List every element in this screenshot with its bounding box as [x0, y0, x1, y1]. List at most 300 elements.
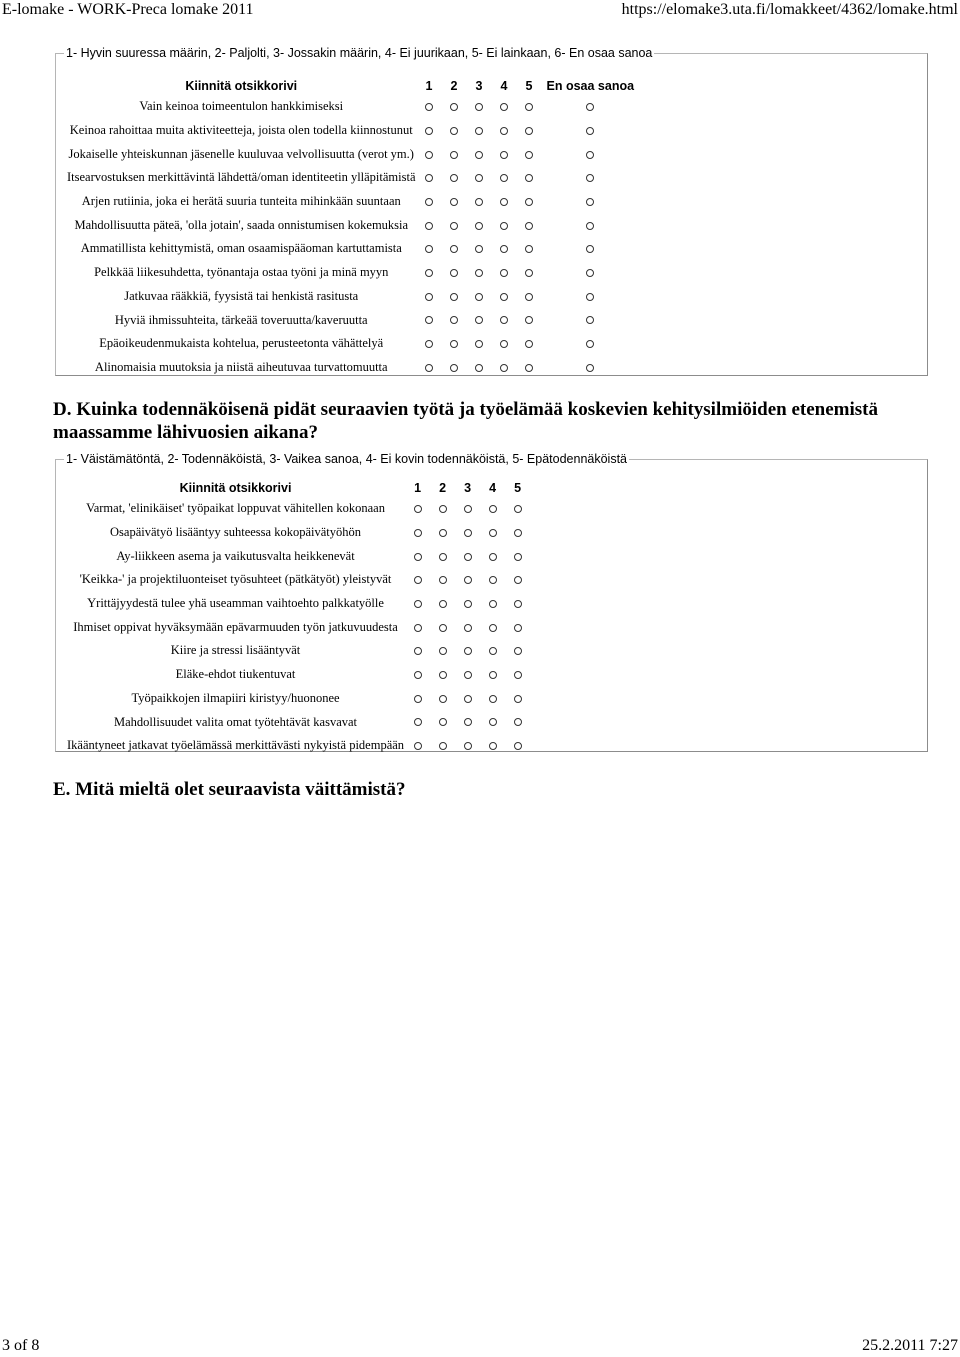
- column-header: 2: [450, 78, 458, 93]
- radio-option-1[interactable]: [425, 151, 433, 159]
- radio-option-4[interactable]: [489, 505, 497, 513]
- radio-cell: [492, 119, 517, 143]
- radio-cell: [417, 190, 442, 214]
- radio-option-4[interactable]: [500, 174, 508, 182]
- radio-option-5[interactable]: [525, 127, 533, 135]
- radio-cell: [480, 592, 505, 616]
- radio-option-1[interactable]: [425, 364, 433, 372]
- radio-option-6[interactable]: [586, 127, 594, 135]
- fix-header-row-toggle[interactable]: Kiinnitä otsikkorivi: [179, 480, 292, 495]
- radio-option-6[interactable]: [586, 198, 594, 206]
- radio-option-6[interactable]: [586, 293, 594, 301]
- question-label: Eläke-ehdot tiukentuvat: [175, 667, 296, 682]
- radio-cell: [442, 332, 467, 356]
- radio-cell: [455, 497, 480, 521]
- radio-option-3[interactable]: [475, 103, 483, 111]
- radio-option-5[interactable]: [514, 529, 522, 537]
- question-label: Ikääntyneet jatkavat työelämässä merkittävästi nykyistä pidempään: [67, 738, 405, 753]
- radio-cell: [517, 142, 542, 166]
- radio-cell: [455, 544, 480, 568]
- radio-option-2[interactable]: [450, 364, 458, 372]
- radio-cell: [542, 119, 640, 143]
- column-header: 3: [464, 480, 472, 495]
- question-label: Ihmiset oppivat hyväksymään epävarmuuden työn jatkuvuudesta: [73, 619, 398, 634]
- radio-option-6[interactable]: [586, 269, 594, 277]
- radio-option-5[interactable]: [525, 198, 533, 206]
- question-label: Kiire ja stressi lisääntyvät: [170, 643, 301, 658]
- radio-option-1[interactable]: [414, 529, 422, 537]
- radio-cell: [492, 308, 517, 332]
- radio-option-4[interactable]: [489, 624, 497, 632]
- radio-cell: [455, 615, 480, 639]
- radio-cell: [430, 734, 455, 758]
- radio-cell: [405, 687, 430, 711]
- radio-cell: [492, 166, 517, 190]
- radio-option-2[interactable]: [439, 647, 447, 655]
- radio-cell: [417, 308, 442, 332]
- fix-header-row-toggle[interactable]: Kiinnitä otsikkorivi: [185, 78, 298, 93]
- radio-cell: [542, 356, 640, 380]
- radio-cell: [417, 237, 442, 261]
- radio-cell: [467, 308, 492, 332]
- page-footer-timestamp: 25.2.2011 7:27: [862, 1337, 958, 1354]
- radio-cell: [505, 663, 530, 687]
- radio-option-3[interactable]: [464, 647, 472, 655]
- radio-option-1[interactable]: [414, 553, 422, 561]
- question-row: [66, 592, 530, 616]
- radio-option-5[interactable]: [525, 340, 533, 348]
- radio-option-1[interactable]: [425, 316, 433, 324]
- question-label: Osapäivätyö lisääntyy suhteessa kokopäivätyöhön: [110, 525, 362, 540]
- radio-cell: [542, 213, 640, 237]
- radio-option-2[interactable]: [439, 718, 447, 726]
- radio-option-2[interactable]: [439, 624, 447, 632]
- question-label: Arjen rutiinia, joka ei herätä suuria tunteita mihinkään suuntaan: [81, 194, 401, 209]
- radio-cell: [505, 544, 530, 568]
- radio-option-3[interactable]: [475, 293, 483, 301]
- radio-cell: [467, 190, 492, 214]
- radio-cell: [517, 190, 542, 214]
- radio-cell: [517, 308, 542, 332]
- radio-option-4[interactable]: [500, 245, 508, 253]
- question-label: Itsearvostuksen merkittävintä lähdettä/oman identiteetin ylläpitämistä: [67, 170, 416, 185]
- radio-option-4[interactable]: [489, 600, 497, 608]
- radio-cell: [517, 332, 542, 356]
- radio-cell: [467, 285, 492, 309]
- radio-option-3[interactable]: [475, 364, 483, 372]
- radio-option-3[interactable]: [475, 198, 483, 206]
- radio-option-1[interactable]: [414, 647, 422, 655]
- radio-cell: [505, 521, 530, 545]
- radio-option-2[interactable]: [450, 174, 458, 182]
- radio-option-4[interactable]: [500, 269, 508, 277]
- radio-option-4[interactable]: [489, 553, 497, 561]
- radio-cell: [467, 213, 492, 237]
- radio-option-2[interactable]: [439, 600, 447, 608]
- radio-option-2[interactable]: [439, 742, 447, 750]
- page-footer-pagination: 3 of 8: [2, 1337, 40, 1354]
- radio-cell: [480, 663, 505, 687]
- radio-option-1[interactable]: [425, 198, 433, 206]
- radio-option-2[interactable]: [439, 576, 447, 584]
- section-d-title: D. Kuinka todennäköisenä pidät seuraavien työtä ja työelämää koskevien kehitysilmiöiden etenemistä maassamme lähivuosien aikana?: [53, 399, 878, 443]
- radio-option-3[interactable]: [475, 151, 483, 159]
- radio-option-2[interactable]: [439, 553, 447, 561]
- radio-cell: [405, 568, 430, 592]
- radio-cell: [542, 332, 640, 356]
- question-row: [66, 190, 639, 214]
- radio-option-2[interactable]: [439, 671, 447, 679]
- radio-cell: [430, 592, 455, 616]
- radio-cell: [480, 568, 505, 592]
- radio-option-4[interactable]: [500, 316, 508, 324]
- radio-cell: [430, 663, 455, 687]
- radio-option-5[interactable]: [514, 553, 522, 561]
- radio-option-4[interactable]: [489, 718, 497, 726]
- question-label: Pelkkää liikesuhdetta, työnantaja ostaa työni ja minä myyn: [94, 265, 389, 280]
- radio-cell: [542, 142, 640, 166]
- radio-cell: [405, 663, 430, 687]
- radio-option-3[interactable]: [464, 718, 472, 726]
- radio-option-3[interactable]: [464, 600, 472, 608]
- radio-cell: [417, 95, 442, 119]
- radio-option-3[interactable]: [464, 553, 472, 561]
- radio-option-3[interactable]: [475, 222, 483, 230]
- radio-cell: [405, 521, 430, 545]
- column-header: En osaa sanoa: [546, 78, 635, 93]
- radio-option-2[interactable]: [450, 316, 458, 324]
- radio-cell: [455, 592, 480, 616]
- radio-cell: [417, 166, 442, 190]
- radio-cell: [505, 615, 530, 639]
- radio-cell: [467, 119, 492, 143]
- radio-cell: [417, 261, 442, 285]
- radio-cell: [467, 166, 492, 190]
- question-row: [66, 166, 639, 190]
- radio-cell: [455, 568, 480, 592]
- radio-option-3[interactable]: [464, 529, 472, 537]
- radio-option-6[interactable]: [586, 316, 594, 324]
- radio-cell: [455, 734, 480, 758]
- radio-cell: [492, 285, 517, 309]
- radio-cell: [442, 356, 467, 380]
- radio-option-1[interactable]: [414, 600, 422, 608]
- radio-option-4[interactable]: [489, 695, 497, 703]
- radio-option-5[interactable]: [514, 742, 522, 750]
- radio-option-4[interactable]: [500, 340, 508, 348]
- radio-cell: [405, 710, 430, 734]
- question-row: [66, 615, 530, 639]
- radio-cell: [517, 356, 542, 380]
- radio-option-1[interactable]: [425, 222, 433, 230]
- question-row: [66, 285, 639, 309]
- column-header: 4: [500, 78, 508, 93]
- radio-cell: [467, 142, 492, 166]
- column-header: 2: [439, 480, 447, 495]
- radio-cell: [442, 237, 467, 261]
- radio-cell: [442, 190, 467, 214]
- radio-option-4[interactable]: [489, 576, 497, 584]
- question-row: [66, 687, 530, 711]
- radio-option-1[interactable]: [425, 269, 433, 277]
- radio-cell: [442, 95, 467, 119]
- radio-cell: [417, 119, 442, 143]
- question-label: Epäoikeudenmukaista kohtelua, perusteetonta vähättelyä: [99, 336, 384, 351]
- radio-cell: [517, 213, 542, 237]
- question-label: Jatkuvaa rääkkiä, fyysistä tai henkistä rasitusta: [124, 288, 359, 303]
- radio-option-2[interactable]: [450, 127, 458, 135]
- section-d-grid: [66, 478, 530, 758]
- section-c-header-row: [66, 76, 639, 95]
- radio-cell: [405, 639, 430, 663]
- radio-option-1[interactable]: [414, 718, 422, 726]
- question-row: [66, 332, 639, 356]
- radio-option-5[interactable]: [525, 103, 533, 111]
- radio-option-1[interactable]: [425, 174, 433, 182]
- radio-option-5[interactable]: [514, 671, 522, 679]
- radio-option-1[interactable]: [414, 576, 422, 584]
- radio-cell: [430, 615, 455, 639]
- radio-cell: [480, 639, 505, 663]
- radio-cell: [517, 119, 542, 143]
- radio-cell: [430, 568, 455, 592]
- radio-option-2[interactable]: [450, 340, 458, 348]
- radio-cell: [467, 261, 492, 285]
- radio-cell: [467, 237, 492, 261]
- radio-option-5[interactable]: [514, 505, 522, 513]
- radio-option-4[interactable]: [500, 198, 508, 206]
- question-row: [66, 663, 530, 687]
- radio-cell: [492, 237, 517, 261]
- radio-cell: [480, 521, 505, 545]
- radio-cell: [542, 285, 640, 309]
- column-header: 5: [525, 78, 533, 93]
- radio-option-5[interactable]: [525, 222, 533, 230]
- radio-option-4[interactable]: [500, 103, 508, 111]
- radio-cell: [430, 710, 455, 734]
- radio-option-2[interactable]: [450, 245, 458, 253]
- section-c-grid: [66, 76, 639, 379]
- radio-cell: [542, 190, 640, 214]
- radio-option-2[interactable]: [439, 505, 447, 513]
- radio-option-1[interactable]: [425, 293, 433, 301]
- radio-option-4[interactable]: [500, 222, 508, 230]
- radio-cell: [405, 544, 430, 568]
- radio-option-1[interactable]: [414, 695, 422, 703]
- radio-cell: [442, 261, 467, 285]
- section-c-legend: 1- Hyvin suuressa määrin, 2- Paljolti, 3- Jossakin määrin, 4- Ei juurikaan, 5- Ei lainkaan, 6- En osaa sanoa: [66, 46, 653, 60]
- radio-cell: [442, 119, 467, 143]
- question-row: [66, 544, 530, 568]
- radio-option-6[interactable]: [586, 340, 594, 348]
- radio-option-5[interactable]: [514, 600, 522, 608]
- radio-cell: [442, 285, 467, 309]
- radio-option-5[interactable]: [514, 576, 522, 584]
- radio-cell: [467, 95, 492, 119]
- radio-option-4[interactable]: [489, 742, 497, 750]
- radio-cell: [442, 166, 467, 190]
- question-row: [66, 639, 530, 663]
- radio-option-3[interactable]: [475, 340, 483, 348]
- radio-option-3[interactable]: [475, 316, 483, 324]
- radio-option-6[interactable]: [586, 222, 594, 230]
- question-row: [66, 521, 530, 545]
- section-e-title: E. Mitä mieltä olet seuraavista väittämistä?: [53, 779, 406, 800]
- radio-cell: [542, 166, 640, 190]
- question-row: [66, 497, 530, 521]
- radio-cell: [480, 544, 505, 568]
- radio-option-3[interactable]: [475, 269, 483, 277]
- radio-option-2[interactable]: [450, 151, 458, 159]
- question-label: Jokaiselle yhteiskunnan jäsenelle kuuluvaa velvollisuutta (verot ym.): [68, 146, 414, 161]
- radio-cell: [430, 687, 455, 711]
- radio-cell: [430, 521, 455, 545]
- question-row: [66, 734, 530, 758]
- page-header-title: E-lomake - WORK-Preca lomake 2011: [2, 1, 254, 18]
- radio-option-3[interactable]: [464, 671, 472, 679]
- radio-option-1[interactable]: [414, 671, 422, 679]
- radio-cell: [492, 356, 517, 380]
- question-row: [66, 356, 639, 380]
- radio-cell: [505, 497, 530, 521]
- radio-cell: [480, 687, 505, 711]
- radio-option-4[interactable]: [489, 529, 497, 537]
- question-label: Vain keinoa toimeentulon hankkimiseksi: [139, 99, 344, 114]
- radio-option-5[interactable]: [525, 364, 533, 372]
- radio-option-6[interactable]: [586, 103, 594, 111]
- question-label: Ammatillista kehittymistä, oman osaamispääoman kartuttamista: [80, 241, 402, 256]
- question-label: Hyviä ihmissuhteita, tärkeää toveruutta/kaveruutta: [114, 312, 368, 327]
- radio-cell: [542, 308, 640, 332]
- question-label: Varmat, 'elinikäiset' työpaikat loppuvat vähitellen kokonaan: [86, 501, 385, 516]
- radio-cell: [442, 213, 467, 237]
- radio-option-3[interactable]: [475, 174, 483, 182]
- radio-cell: [417, 356, 442, 380]
- radio-cell: [430, 639, 455, 663]
- radio-option-2[interactable]: [450, 103, 458, 111]
- radio-option-2[interactable]: [450, 198, 458, 206]
- radio-option-3[interactable]: [475, 245, 483, 253]
- radio-option-5[interactable]: [525, 269, 533, 277]
- radio-option-4[interactable]: [500, 127, 508, 135]
- radio-option-4[interactable]: [489, 671, 497, 679]
- radio-option-3[interactable]: [464, 624, 472, 632]
- radio-option-6[interactable]: [586, 364, 594, 372]
- question-row: [66, 710, 530, 734]
- radio-option-4[interactable]: [500, 293, 508, 301]
- radio-option-2[interactable]: [450, 269, 458, 277]
- question-label: Yrittäjyydestä tulee yhä useamman vaihtoehto palkkatyölle: [87, 596, 384, 611]
- radio-cell: [480, 710, 505, 734]
- radio-option-1[interactable]: [425, 245, 433, 253]
- question-label: 'Keikka-' ja projektiluonteiset työsuhteet (pätkätyöt) yleistyvät: [79, 572, 392, 587]
- radio-cell: [455, 710, 480, 734]
- radio-cell: [417, 285, 442, 309]
- radio-cell: [542, 237, 640, 261]
- radio-cell: [517, 261, 542, 285]
- radio-cell: [492, 332, 517, 356]
- radio-cell: [505, 687, 530, 711]
- radio-cell: [517, 285, 542, 309]
- section-d-header-row: [66, 478, 530, 497]
- radio-option-5[interactable]: [514, 647, 522, 655]
- radio-option-4[interactable]: [489, 647, 497, 655]
- radio-cell: [455, 521, 480, 545]
- radio-cell: [517, 95, 542, 119]
- radio-cell: [405, 592, 430, 616]
- question-row: [66, 237, 639, 261]
- radio-option-3[interactable]: [475, 127, 483, 135]
- radio-cell: [467, 356, 492, 380]
- radio-cell: [492, 142, 517, 166]
- radio-option-3[interactable]: [464, 695, 472, 703]
- radio-cell: [517, 237, 542, 261]
- radio-option-5[interactable]: [525, 316, 533, 324]
- radio-cell: [430, 544, 455, 568]
- radio-option-1[interactable]: [414, 624, 422, 632]
- radio-cell: [455, 639, 480, 663]
- question-label: Työpaikkojen ilmapiiri kiristyy/huononee: [131, 690, 340, 705]
- radio-cell: [542, 95, 640, 119]
- radio-option-5[interactable]: [525, 174, 533, 182]
- radio-option-1[interactable]: [414, 505, 422, 513]
- section-d-fieldset: [55, 452, 928, 752]
- radio-option-4[interactable]: [500, 364, 508, 372]
- radio-option-5[interactable]: [514, 624, 522, 632]
- radio-cell: [505, 592, 530, 616]
- radio-option-6[interactable]: [586, 174, 594, 182]
- radio-cell: [442, 142, 467, 166]
- section-d-legend: 1- Väistämätöntä, 2- Todennäköistä, 3- Vaikea sanoa, 4- Ei kovin todennäköistä, 5- Epätodennäköistä: [66, 452, 627, 466]
- radio-option-5[interactable]: [525, 293, 533, 301]
- radio-cell: [455, 663, 480, 687]
- question-row: [66, 95, 639, 119]
- question-label: Mahdollisuutta päteä, 'olla jotain', saada onnistumisen kokemuksia: [74, 217, 409, 232]
- radio-cell: [417, 213, 442, 237]
- radio-option-2[interactable]: [450, 293, 458, 301]
- radio-option-2[interactable]: [450, 222, 458, 230]
- column-header: 5: [514, 480, 522, 495]
- radio-option-5[interactable]: [525, 151, 533, 159]
- radio-cell: [405, 734, 430, 758]
- column-header: 4: [489, 480, 497, 495]
- radio-option-6[interactable]: [586, 245, 594, 253]
- radio-option-3[interactable]: [464, 576, 472, 584]
- radio-cell: [455, 687, 480, 711]
- radio-option-5[interactable]: [514, 718, 522, 726]
- radio-cell: [542, 261, 640, 285]
- radio-cell: [492, 95, 517, 119]
- radio-cell: [517, 166, 542, 190]
- page-header-url: https://elomake3.uta.fi/lomakkeet/4362/lomake.html: [621, 1, 958, 18]
- radio-option-4[interactable]: [500, 151, 508, 159]
- radio-option-6[interactable]: [586, 151, 594, 159]
- radio-option-2[interactable]: [439, 695, 447, 703]
- radio-option-1[interactable]: [425, 127, 433, 135]
- radio-option-5[interactable]: [514, 695, 522, 703]
- radio-cell: [417, 142, 442, 166]
- radio-option-3[interactable]: [464, 742, 472, 750]
- radio-cell: [505, 568, 530, 592]
- radio-option-1[interactable]: [425, 340, 433, 348]
- radio-option-1[interactable]: [414, 742, 422, 750]
- question-row: [66, 261, 639, 285]
- radio-option-3[interactable]: [464, 505, 472, 513]
- radio-option-1[interactable]: [425, 103, 433, 111]
- radio-cell: [405, 497, 430, 521]
- radio-option-2[interactable]: [439, 529, 447, 537]
- radio-option-5[interactable]: [525, 245, 533, 253]
